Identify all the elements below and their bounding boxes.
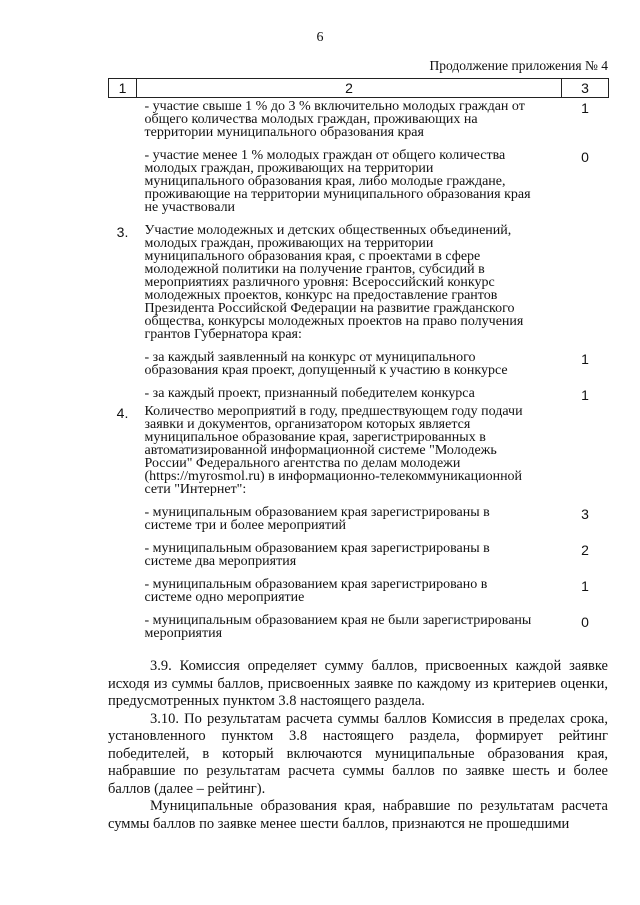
table-row (109, 222, 609, 349)
row-text: - муниципальным образованием края зарегистрированы в системе два мероприятия (144, 541, 490, 569)
paragraph-3-9: 3.9. Комиссия определяет сумму баллов, присвоенных каждой заявке исходя из суммы баллов, присвоенных заявке по каждому из критериев оценки, предусмотренных пунктом 3.8 настоящего раздела. (108, 658, 608, 709)
row-score: 3 (581, 506, 589, 522)
row-number: 3. (116, 224, 129, 240)
paragraph-municipalities: Муниципальные образования края, набравшие по результатам расчета суммы баллов по заявке менее шести баллов, признаются не прошедшими (108, 798, 608, 832)
row-score: 1 (581, 100, 589, 116)
row-text: - участие менее 1 % молодых граждан от общего количества молодых граждан, проживающих на территории муниципального образования края, либо молодые граждане, проживающие на территории муниципального образования края не участвовали (144, 148, 531, 215)
row-text: - за каждый проект, признанный победителем конкурса (144, 386, 475, 401)
row-text: Участие молодежных и детских общественных объединений, молодых граждан, проживающих на территории муниципального образования края, с проектами в сфере молодежной политики на получение грантов, субсидий в мероприятиях различного уровня: Всероссийский конкурс молодежных проектов, конкурс на предоставление грантов Президента Российской Федерации на развитие гражданского общества, конкурсы молодежных проектов на право получения грантов Губернатора края: (144, 223, 524, 342)
table-row (109, 403, 609, 504)
table-header-row (109, 79, 609, 98)
row-text: - участие свыше 1 % до 3 % включительно молодых граждан от общего количества молодых граждан, проживающих на территории муниципального образования края (144, 99, 525, 140)
table-row (109, 540, 609, 576)
table-row (109, 504, 609, 540)
paragraph-3-10: 3.10. По результатам расчета суммы баллов Комиссия в пределах срока, установленного пунктом 3.8 настоящего раздела, формирует рейтинг победителей, в который включаются муниципальные образования края, набравшие по результатам расчета суммы баллов по заявке шесть и более баллов (далее – рейтинг). (108, 710, 608, 797)
page-number: 6 (316, 30, 324, 45)
table-row (109, 612, 609, 648)
row-score: 2 (581, 542, 589, 558)
header-col-3: 3 (562, 79, 609, 98)
row-score: 0 (581, 149, 589, 165)
row-number (109, 349, 137, 385)
row-number (109, 147, 137, 222)
row-text: - за каждый заявленный на конкурс от муниципального образования края проект, допущенный к участию в конкурсе (144, 350, 508, 378)
row-score: 1 (581, 351, 589, 367)
table-row (109, 576, 609, 612)
continuation-label: Продолжение приложения № 4 (429, 58, 608, 73)
table-row (109, 349, 609, 385)
criteria-table (108, 78, 609, 648)
row-score: 1 (581, 578, 589, 594)
row-text: - муниципальным образованием края зарегистрированы в системе три и более мероприятий (144, 505, 490, 533)
row-text: - муниципальным образованием края зарегистрировано в системе одно мероприятие (144, 577, 488, 605)
body-text (108, 658, 608, 833)
row-number (109, 504, 137, 540)
row-number (109, 98, 137, 148)
table-row (109, 98, 609, 148)
row-score (562, 222, 609, 349)
table-row (109, 147, 609, 222)
row-score: 0 (581, 614, 589, 630)
row-number (109, 612, 137, 648)
row-number (109, 576, 137, 612)
row-number: 4. (116, 405, 129, 421)
row-number (109, 385, 137, 403)
row-number (109, 540, 137, 576)
header-col-1: 1 (109, 79, 137, 98)
header-col-2: 2 (137, 79, 562, 98)
row-text: Количество мероприятий в году, предшествующем году подачи заявки и документов, организатором которых является муниципальное образование края, зарегистрированных в автоматизированной информационной системе "Молодежь России" Федерального агентства по делам молодежи (https://myrosmol.ru) в информационно-телекоммуникационной сети "Интернет": (144, 404, 523, 497)
row-score (562, 403, 609, 504)
table-row (109, 385, 609, 403)
row-text: - муниципальным образованием края не были зарегистрированы мероприятия (144, 613, 532, 641)
row-score: 1 (581, 387, 589, 403)
